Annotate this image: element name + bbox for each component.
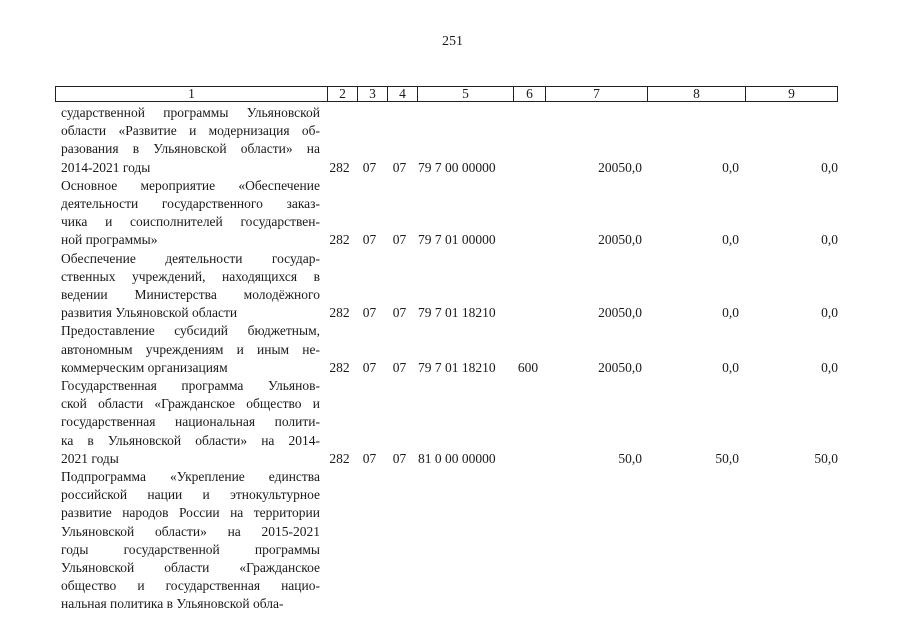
cell-c5: 79 7 01 18210 [418,305,496,321]
description-line: чика и соисполнителей государствен- [61,214,320,230]
description-line: области «Развитие и модернизация об- [61,123,320,139]
cell-c9: 0,0 [821,359,838,375]
cell-c8: 0,0 [722,159,739,175]
cell-c8: 0,0 [722,359,739,375]
description-line: годы государственной программы [61,541,320,557]
cell-c3: 07 [362,305,377,321]
page-number: 251 [442,34,463,49]
header-col-5: 5 [418,87,514,101]
description-line: автономным учреждениям и иным не- [61,341,320,357]
cell-c4: 07 [392,159,407,175]
cell-c2: 282 [329,159,350,175]
description-line: разования в Ульяновской области» на [61,141,320,157]
cell-c9: 0,0 [821,305,838,321]
cell-c8: 0,0 [722,232,739,248]
header-col-4: 4 [388,87,418,101]
cell-c2: 282 [329,450,350,466]
description-line: ка в Ульяновской области» на 2014- [61,432,320,448]
description-line: деятельности государственного заказ- [61,196,320,211]
description-line: 2014-2021 годы [61,159,151,175]
cell-c2: 282 [329,359,350,375]
description-line: российской нации и этнокультурное [61,487,320,503]
row-description [61,468,320,614]
description-line: нальная политика в Ульяновской обла- [61,596,284,612]
description-line: Подпрограмма «Укрепление единства [61,469,320,484]
description-line: ной программы» [61,232,158,248]
row-description [61,322,320,377]
description-line: Ульяновской области «Гражданское [61,560,320,576]
description-line: Обеспечение деятельности государ- [61,250,320,266]
cell-c7: 20050,0 [598,232,642,248]
cell-c4: 07 [392,359,407,375]
description-line: общество и государственная нацио- [61,578,320,594]
cell-c6: 600 [517,359,539,375]
cell-c7: 50,0 [618,450,642,466]
description-line: ственных учреждений, находящихся в [61,268,320,284]
header-col-1: 1 [56,87,328,101]
description-line: ской области «Гражданское общество и [61,396,320,412]
header-col-6: 6 [514,87,546,101]
description-line: Предоставление субсидий бюджетным, [61,323,320,339]
cell-c7: 20050,0 [598,159,642,175]
cell-c2: 282 [329,232,350,248]
cell-c5: 79 7 01 18210 [418,359,496,375]
cell-c4: 07 [392,232,407,248]
description-line: развития Ульяновской области [61,305,238,321]
cell-c5: 79 7 01 00000 [418,232,496,248]
description-line: Ульяновской области» на 2015-2021 [61,523,320,539]
cell-c7: 20050,0 [598,359,642,375]
description-line: сударственной программы Ульяновской [61,105,320,120]
description-line: коммерческим организациям [61,359,228,375]
description-line: 2021 годы [61,450,119,466]
description-line: развитие народов России на территории [61,505,320,521]
cell-c3: 07 [362,232,377,248]
cell-c4: 07 [392,450,407,466]
header-col-9: 9 [788,86,795,101]
cell-c8: 50,0 [715,450,739,466]
description-line: Государственная программа Ульянов- [61,378,320,393]
header-col-7: 7 [546,87,648,101]
row-description [61,377,320,468]
row-description [61,250,320,323]
description-line: государственная национальная полити- [61,414,320,430]
header-col-3: 3 [358,87,388,101]
cell-c2: 282 [329,305,350,321]
cell-c3: 07 [362,359,377,375]
cell-c3: 07 [362,159,377,175]
description-line: Основное мероприятие «Обеспечение [61,177,320,193]
table-header-row [55,86,838,102]
row-description [61,177,320,250]
cell-c5: 79 7 00 00000 [418,159,496,175]
cell-c7: 20050,0 [598,305,642,321]
cell-c3: 07 [362,450,377,466]
header-col-8: 8 [648,87,746,101]
cell-c9: 50,0 [814,450,838,466]
cell-c9: 0,0 [821,232,838,248]
row-description [61,104,320,177]
description-line: ведении Министерства молодёжного [61,287,320,302]
cell-c9: 0,0 [821,159,838,175]
cell-c8: 0,0 [722,305,739,321]
cell-c5: 81 0 00 00000 [418,450,496,466]
cell-c4: 07 [392,305,407,321]
header-col-2: 2 [328,87,358,101]
